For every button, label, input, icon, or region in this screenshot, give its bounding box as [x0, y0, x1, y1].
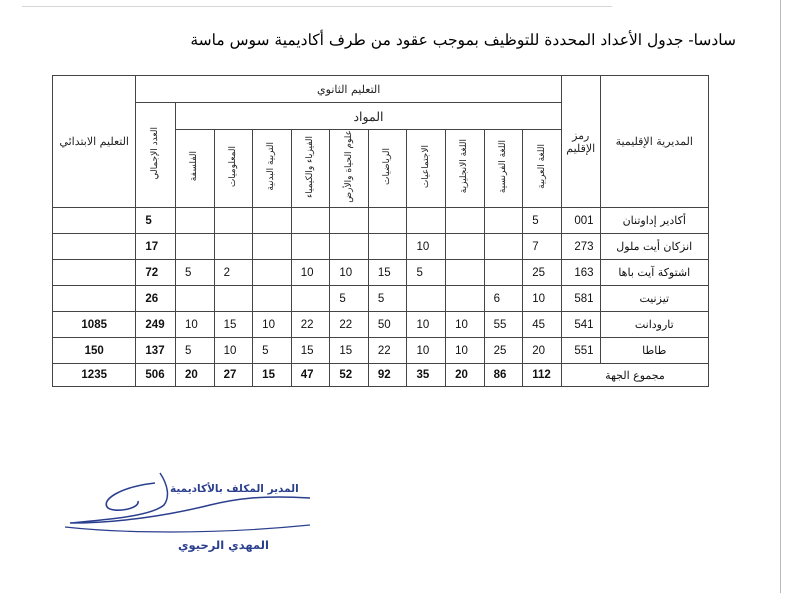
primary-count-cell — [53, 208, 136, 234]
subject-value-cell — [291, 286, 330, 312]
subject-header: اللغة الفرنسية — [484, 130, 523, 208]
subject-value-cell: 2 — [214, 260, 253, 286]
total-cell: 72 — [136, 260, 176, 286]
subject-value-cell: 112 — [523, 364, 562, 387]
subject-value-cell: 10 — [523, 286, 562, 312]
subject-value-cell — [176, 286, 215, 312]
subject-header: التربية البدنية — [253, 130, 292, 208]
total-cell: 26 — [136, 286, 176, 312]
subject-value-cell: 5 — [176, 338, 215, 364]
subject-header: الاجتماعيات — [407, 130, 446, 208]
subject-value-cell — [214, 286, 253, 312]
subject-value-cell: 20 — [446, 364, 485, 387]
total-cell: 249 — [136, 312, 176, 338]
subject-value-cell: 5 — [368, 286, 407, 312]
subject-value-cell: 27 — [214, 364, 253, 387]
primary-count-cell — [53, 286, 136, 312]
subject-header: الرياضيات — [368, 130, 407, 208]
table-row — [53, 286, 709, 312]
subject-value-cell — [176, 234, 215, 260]
subject-value-cell — [253, 260, 292, 286]
subject-value-cell: 35 — [407, 364, 446, 387]
subject-header: اللغة الانجليزية — [446, 130, 485, 208]
primary-count-cell: 1085 — [53, 312, 136, 338]
subject-value-cell — [407, 286, 446, 312]
subject-value-cell — [484, 234, 523, 260]
subject-value-cell: 5 — [523, 208, 562, 234]
subject-value-cell: 55 — [484, 312, 523, 338]
region-name-cell: تارودانت — [600, 312, 708, 338]
region-code-cell: 273 — [561, 234, 600, 260]
subject-value-cell: 45 — [523, 312, 562, 338]
subject-value-cell — [446, 286, 485, 312]
subject-value-cell: 15 — [330, 338, 369, 364]
subject-header: علوم الحياة والأرض — [330, 130, 369, 208]
subject-value-cell: 20 — [176, 364, 215, 387]
subject-value-cell: 10 — [253, 312, 292, 338]
recruitment-table — [52, 75, 709, 387]
subject-value-cell — [368, 208, 407, 234]
region-code-cell: 163 — [561, 260, 600, 286]
sum-row — [53, 364, 709, 387]
primary-count-cell: 150 — [53, 338, 136, 364]
subject-value-cell: 15 — [253, 364, 292, 387]
subject-value-cell — [484, 208, 523, 234]
subject-value-cell: 5 — [330, 286, 369, 312]
primary-count-cell — [53, 260, 136, 286]
subject-value-cell — [446, 260, 485, 286]
signature-title: المدير المكلف بالأكاديمية — [170, 483, 299, 495]
subject-value-cell: 7 — [523, 234, 562, 260]
subject-value-cell: 10 — [214, 338, 253, 364]
region-name-cell: أكادير إداوتنان — [600, 208, 708, 234]
subject-value-cell — [446, 208, 485, 234]
subject-value-cell: 92 — [368, 364, 407, 387]
region-name-cell: انزكان أيت ملول — [600, 234, 708, 260]
subject-value-cell: 22 — [368, 338, 407, 364]
subjects-header: المواد — [176, 103, 562, 130]
total-cell: 17 — [136, 234, 176, 260]
subject-value-cell — [176, 208, 215, 234]
subject-value-cell: 6 — [484, 286, 523, 312]
region-name-cell: طاطا — [600, 338, 708, 364]
subject-value-cell — [214, 234, 253, 260]
subject-value-cell: 10 — [176, 312, 215, 338]
primary-count-cell — [53, 234, 136, 260]
table-row — [53, 234, 709, 260]
subject-value-cell: 25 — [523, 260, 562, 286]
subject-value-cell — [253, 286, 292, 312]
subject-value-cell — [253, 234, 292, 260]
primary-count-cell: 1235 — [53, 364, 136, 387]
subject-value-cell — [214, 208, 253, 234]
subject-header: الفيزياء والكيمياء — [291, 130, 330, 208]
subject-value-cell — [291, 208, 330, 234]
total-cell: 506 — [136, 364, 176, 387]
top-rule — [22, 6, 612, 7]
subject-value-cell: 10 — [330, 260, 369, 286]
secondary-header: التعليم الثانوي — [136, 76, 562, 103]
subject-value-cell: 25 — [484, 338, 523, 364]
region-header: المديرية الإقليمية — [600, 76, 708, 208]
subject-value-cell: 5 — [253, 338, 292, 364]
subject-value-cell: 50 — [368, 312, 407, 338]
subject-value-cell: 10 — [407, 234, 446, 260]
subject-value-cell — [291, 234, 330, 260]
subject-value-cell — [330, 234, 369, 260]
subject-value-cell: 10 — [446, 312, 485, 338]
subject-value-cell: 10 — [446, 338, 485, 364]
total-header: العدد الإجمالي — [136, 103, 176, 208]
subject-value-cell: 52 — [330, 364, 369, 387]
table-row — [53, 312, 709, 338]
total-cell: 5 — [136, 208, 176, 234]
table-row — [53, 260, 709, 286]
page-edge-line — [780, 0, 781, 593]
subject-value-cell — [446, 234, 485, 260]
subject-value-cell: 15 — [214, 312, 253, 338]
subject-value-cell — [484, 260, 523, 286]
subject-value-cell: 47 — [291, 364, 330, 387]
region-code-cell: 001 — [561, 208, 600, 234]
code-header: رمز الإقليم — [561, 76, 600, 208]
region-code-cell: 551 — [561, 338, 600, 364]
subject-value-cell: 22 — [330, 312, 369, 338]
table-row — [53, 338, 709, 364]
subject-value-cell: 5 — [176, 260, 215, 286]
subject-value-cell — [407, 208, 446, 234]
sum-label-cell: مجموع الجهة — [561, 364, 708, 387]
subject-value-cell: 10 — [407, 338, 446, 364]
subject-value-cell: 5 — [407, 260, 446, 286]
region-name-cell: تيزنيت — [600, 286, 708, 312]
subject-value-cell: 15 — [368, 260, 407, 286]
total-cell: 137 — [136, 338, 176, 364]
region-code-cell: 581 — [561, 286, 600, 312]
subject-value-cell: 22 — [291, 312, 330, 338]
table-row — [53, 208, 709, 234]
subject-value-cell: 15 — [291, 338, 330, 364]
subject-value-cell: 10 — [291, 260, 330, 286]
subject-header: المعلوميات — [214, 130, 253, 208]
region-name-cell: اشتوكة آيت باها — [600, 260, 708, 286]
subject-header: الفلسفة — [176, 130, 215, 208]
primary-header: التعليم الابتدائي — [53, 76, 136, 208]
subject-value-cell — [330, 208, 369, 234]
signatory-name: المهدي الرحيوي — [178, 538, 269, 552]
region-code-cell: 541 — [561, 312, 600, 338]
subject-value-cell: 86 — [484, 364, 523, 387]
subject-value-cell — [368, 234, 407, 260]
subject-value-cell: 10 — [407, 312, 446, 338]
subject-value-cell — [253, 208, 292, 234]
subject-header: اللغة العربية — [523, 130, 562, 208]
section-heading: سادسا- جدول الأعداد المحددة للتوظيف بموجب عقود من طرف أكاديمية سوس ماسة — [190, 31, 736, 49]
subject-value-cell: 20 — [523, 338, 562, 364]
